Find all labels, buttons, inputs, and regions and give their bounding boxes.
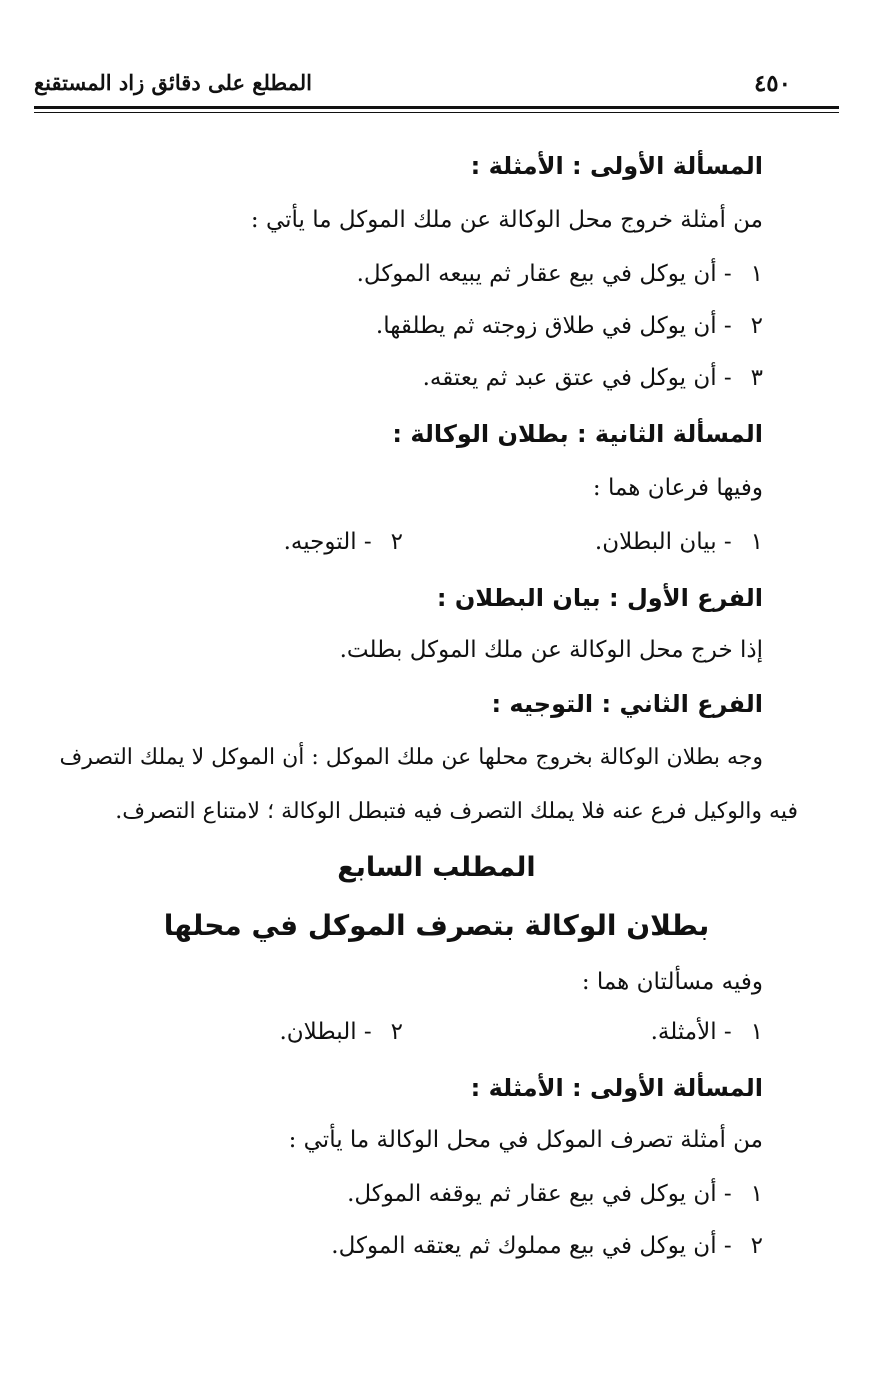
branch-text: - التوجيه.	[283, 529, 372, 555]
list-item-number: ١	[750, 261, 763, 287]
branch-number: ٢	[390, 529, 403, 555]
paragraph-examples-intro: من أمثلة خروج محل الوكالة عن ملك الموكل ما يأتي :	[250, 207, 763, 233]
issue-item	[279, 1016, 403, 1048]
list-item	[347, 1178, 763, 1210]
header-rule-thin	[34, 112, 839, 113]
branch-item	[284, 526, 403, 558]
paragraph-issues-intro: وفيه مسألتان هما :	[581, 969, 763, 995]
list-item	[357, 258, 763, 290]
list-item-text: - أن يوكل في عتق عبد ثم يعتقه.	[422, 365, 732, 391]
list-item	[423, 362, 763, 394]
header-rule-thick	[34, 106, 839, 109]
section-subtitle: بطلان الوكالة بتصرف الموكل في محلها	[163, 909, 710, 942]
paragraph-justification-line1: وجه بطلان الوكالة بخروج محلها عن ملك الموكل : أن الموكل لا يملك التصرف	[59, 745, 763, 770]
issue-text: - الأمثلة.	[650, 1019, 732, 1045]
heading-second-issue: المسألة الثانية : بطلان الوكالة :	[392, 420, 763, 448]
branch-number: ١	[750, 529, 763, 555]
list-item	[331, 1230, 763, 1262]
paragraph-branches-intro: وفيها فرعان هما :	[592, 475, 763, 501]
list-item-text: - أن يوكل في بيع عقار ثم يبيعه الموكل.	[356, 261, 732, 287]
list-item-text: - أن يوكل في بيع عقار ثم يوقفه الموكل.	[347, 1181, 732, 1207]
book-title: المطلع على دقائق زاد المستقنع	[34, 70, 313, 95]
list-item-number: ٢	[750, 1233, 763, 1259]
page-header	[34, 64, 839, 100]
list-item-text: - أن يوكل في طلاق زوجته ثم يطلقها.	[375, 313, 732, 339]
issue-number: ٢	[390, 1019, 403, 1045]
page-number: ٤٥٠	[753, 70, 791, 97]
list-item-number: ٣	[750, 365, 763, 391]
issue-item	[651, 1019, 763, 1045]
heading-first-issue: المسألة الأولى : الأمثلة :	[470, 152, 763, 180]
heading-second-branch: الفرع الثاني : التوجيه :	[491, 690, 763, 718]
branch-item	[595, 529, 763, 555]
section-title: المطلب السابع	[337, 852, 536, 883]
branch-text: - بيان البطلان.	[594, 529, 732, 555]
paragraph-examples-intro-2: من أمثلة تصرف الموكل في محل الوكالة ما يأتي :	[288, 1127, 763, 1153]
list-item-number: ٢	[750, 313, 763, 339]
heading-first-branch: الفرع الأول : بيان البطلان :	[436, 584, 763, 612]
paragraph-justification-line2: فيه والوكيل فرع عنه فلا يملك التصرف فيه فتبطل الوكالة ؛ لامتناع التصرف.	[115, 799, 798, 824]
branches-row	[283, 526, 763, 558]
list-item	[376, 310, 763, 342]
issue-number: ١	[750, 1019, 763, 1045]
heading-first-issue-2: المسألة الأولى : الأمثلة :	[470, 1074, 763, 1102]
issues-row	[279, 1016, 763, 1048]
list-item-text: - أن يوكل في بيع مملوك ثم يعتقه الموكل.	[331, 1233, 732, 1259]
paragraph-invalidation-statement: إذا خرج محل الوكالة عن ملك الموكل بطلت.	[339, 637, 763, 663]
list-item-number: ١	[750, 1181, 763, 1207]
issue-text: - البطلان.	[279, 1019, 372, 1045]
